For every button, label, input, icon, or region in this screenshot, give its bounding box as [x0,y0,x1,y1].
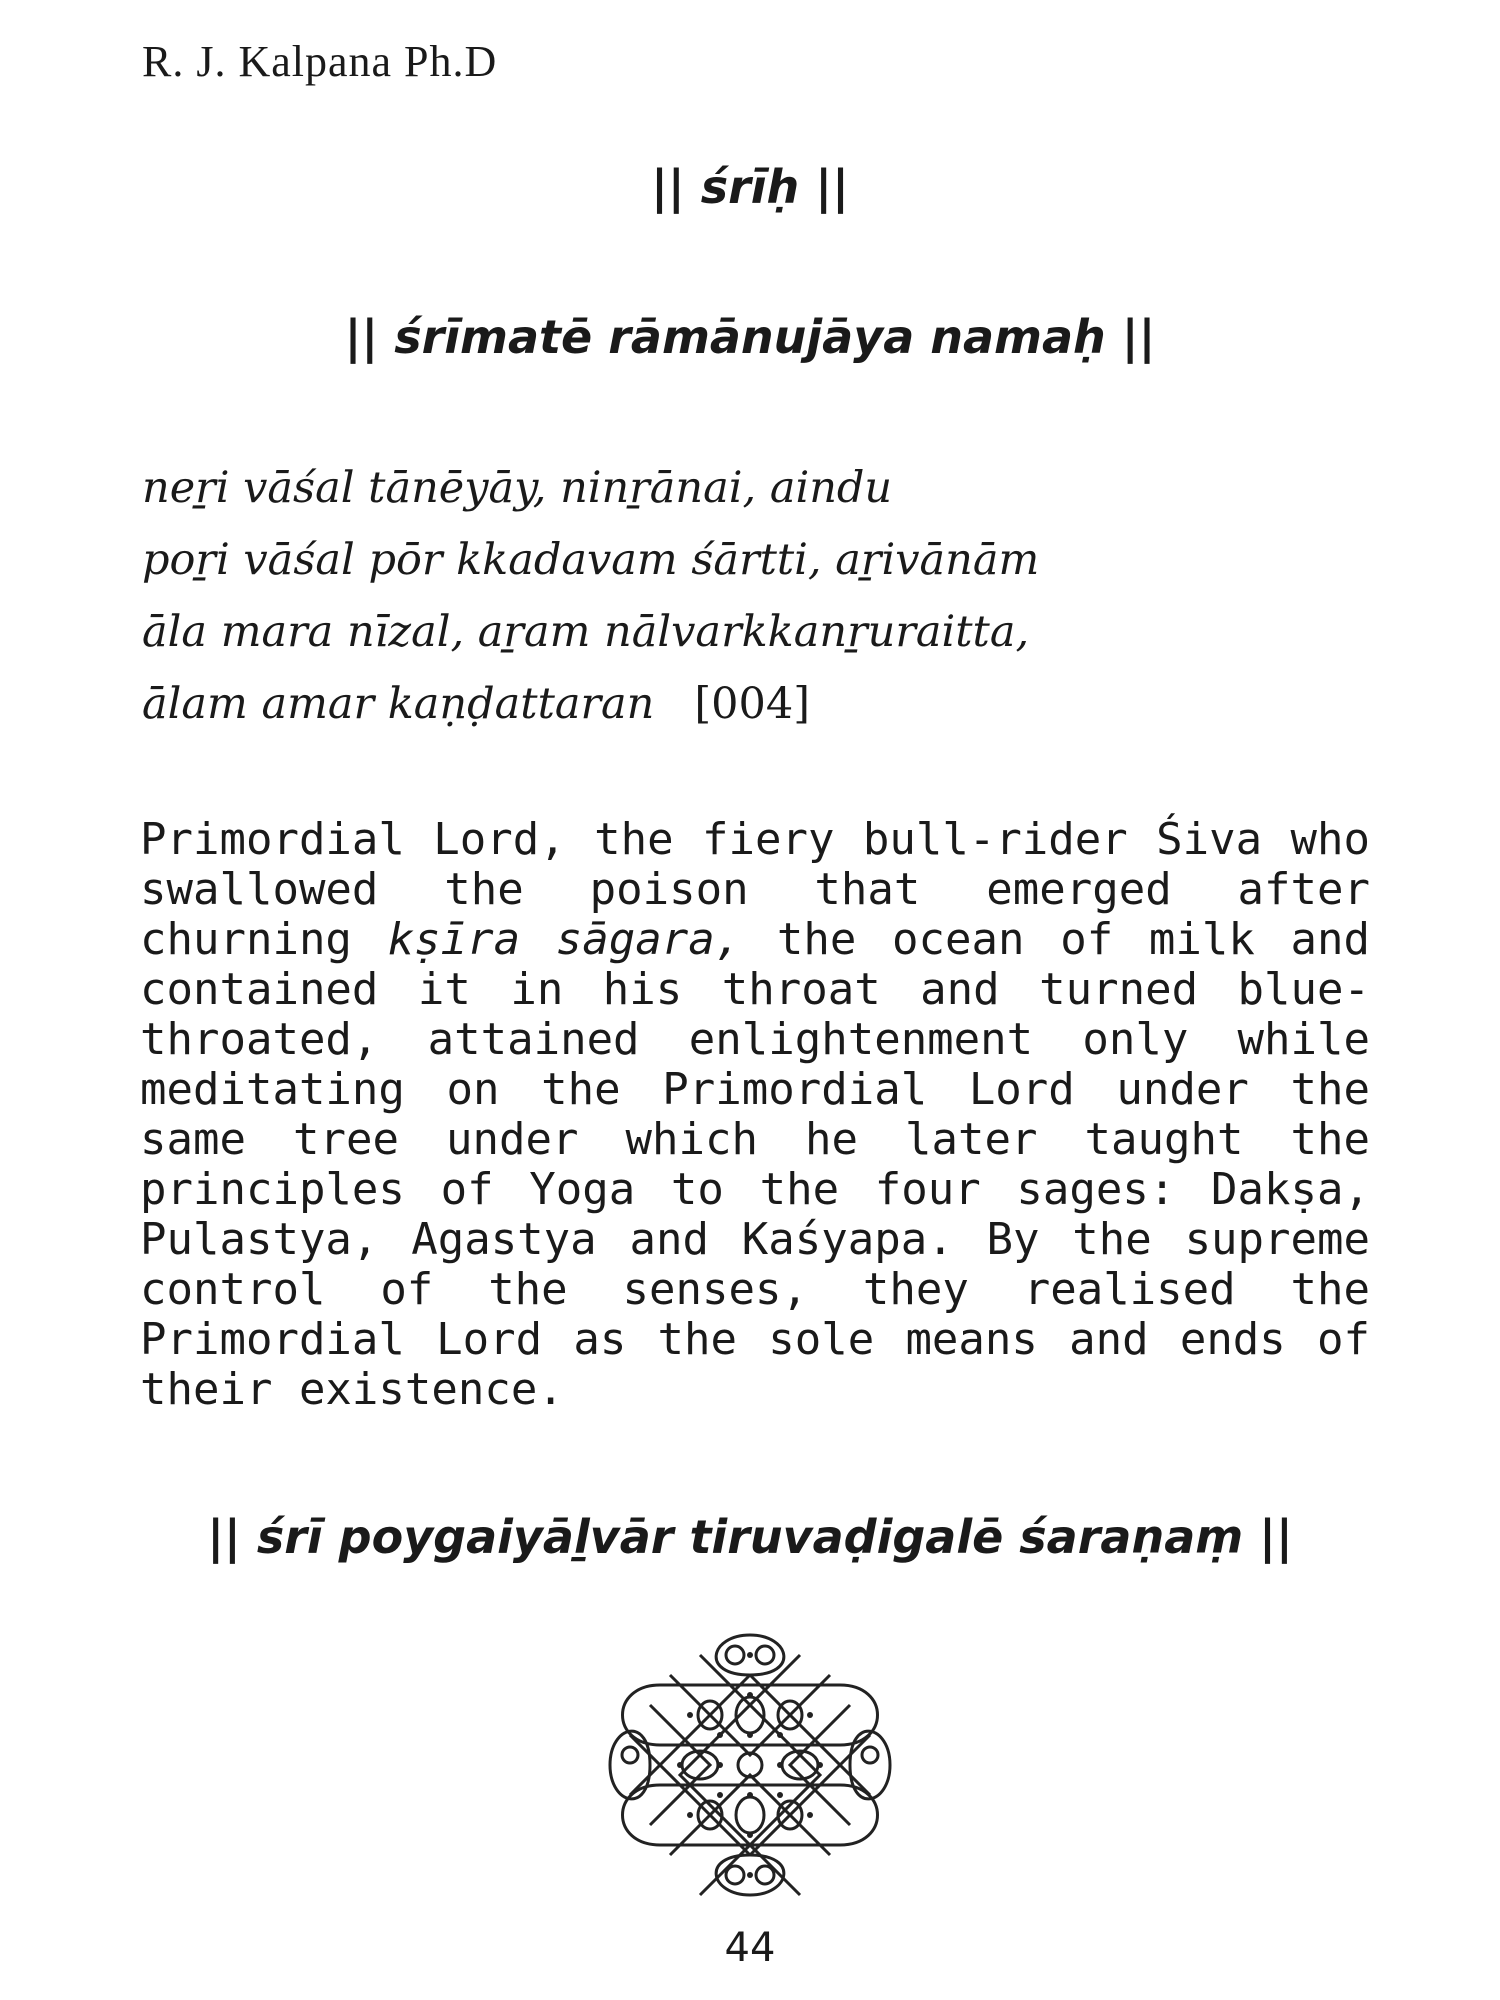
invocation-poygaiyalvar: || śrī poygaiyāḻvār tiruvaḍigalē śaraṇaṃ || [207,1510,1293,1564]
invocation-ramanuja: || śrīmatē rāmānujāya namaḥ || [344,310,1156,364]
verse-line-text: ālam amar kaṇḍattaran [142,679,655,729]
verse-line: poṟi vāśal pōr kkadavam śārtti, aṟivānām [142,535,1040,585]
commentary-part-2: the ocean of milk and contained it in his throat and turned blue-throated, attained enlightenment only while meditating on the Primordial Lord under the same tree under which he later taught the principles of Yoga to the four sages: Dakṣa, Pulastya, Agastya and Kaśyapa. By the supreme control of the senses, they realised the Primordial Lord as the sole means and ends of their existence. [140,914,1370,1415]
verse-line-last [142,668,1039,740]
author-header: R. J. Kalpana Ph.D [142,37,498,86]
commentary-paragraph [140,815,1370,1415]
invocation-sriih: || śrīḥ || [651,160,849,214]
page-number: 44 [724,1925,776,1971]
verse-line: āla mara nīzal, aṟam nālvarkkanṟuraitta, [142,607,1030,657]
commentary-italic-term: kṣīra sāgara, [387,914,742,965]
verse-block [142,452,1039,740]
commentary-part-1: Primordial Lord, the fiery bull-rider Śiva who swallowed the poison that emerged after churning [140,814,1370,965]
verse-number: [004] [694,679,811,729]
verse-line: neṟi vāśal tānēyāy, ninṟānai, aindu [142,463,893,513]
kolam-knot-icon [590,1615,910,1915]
